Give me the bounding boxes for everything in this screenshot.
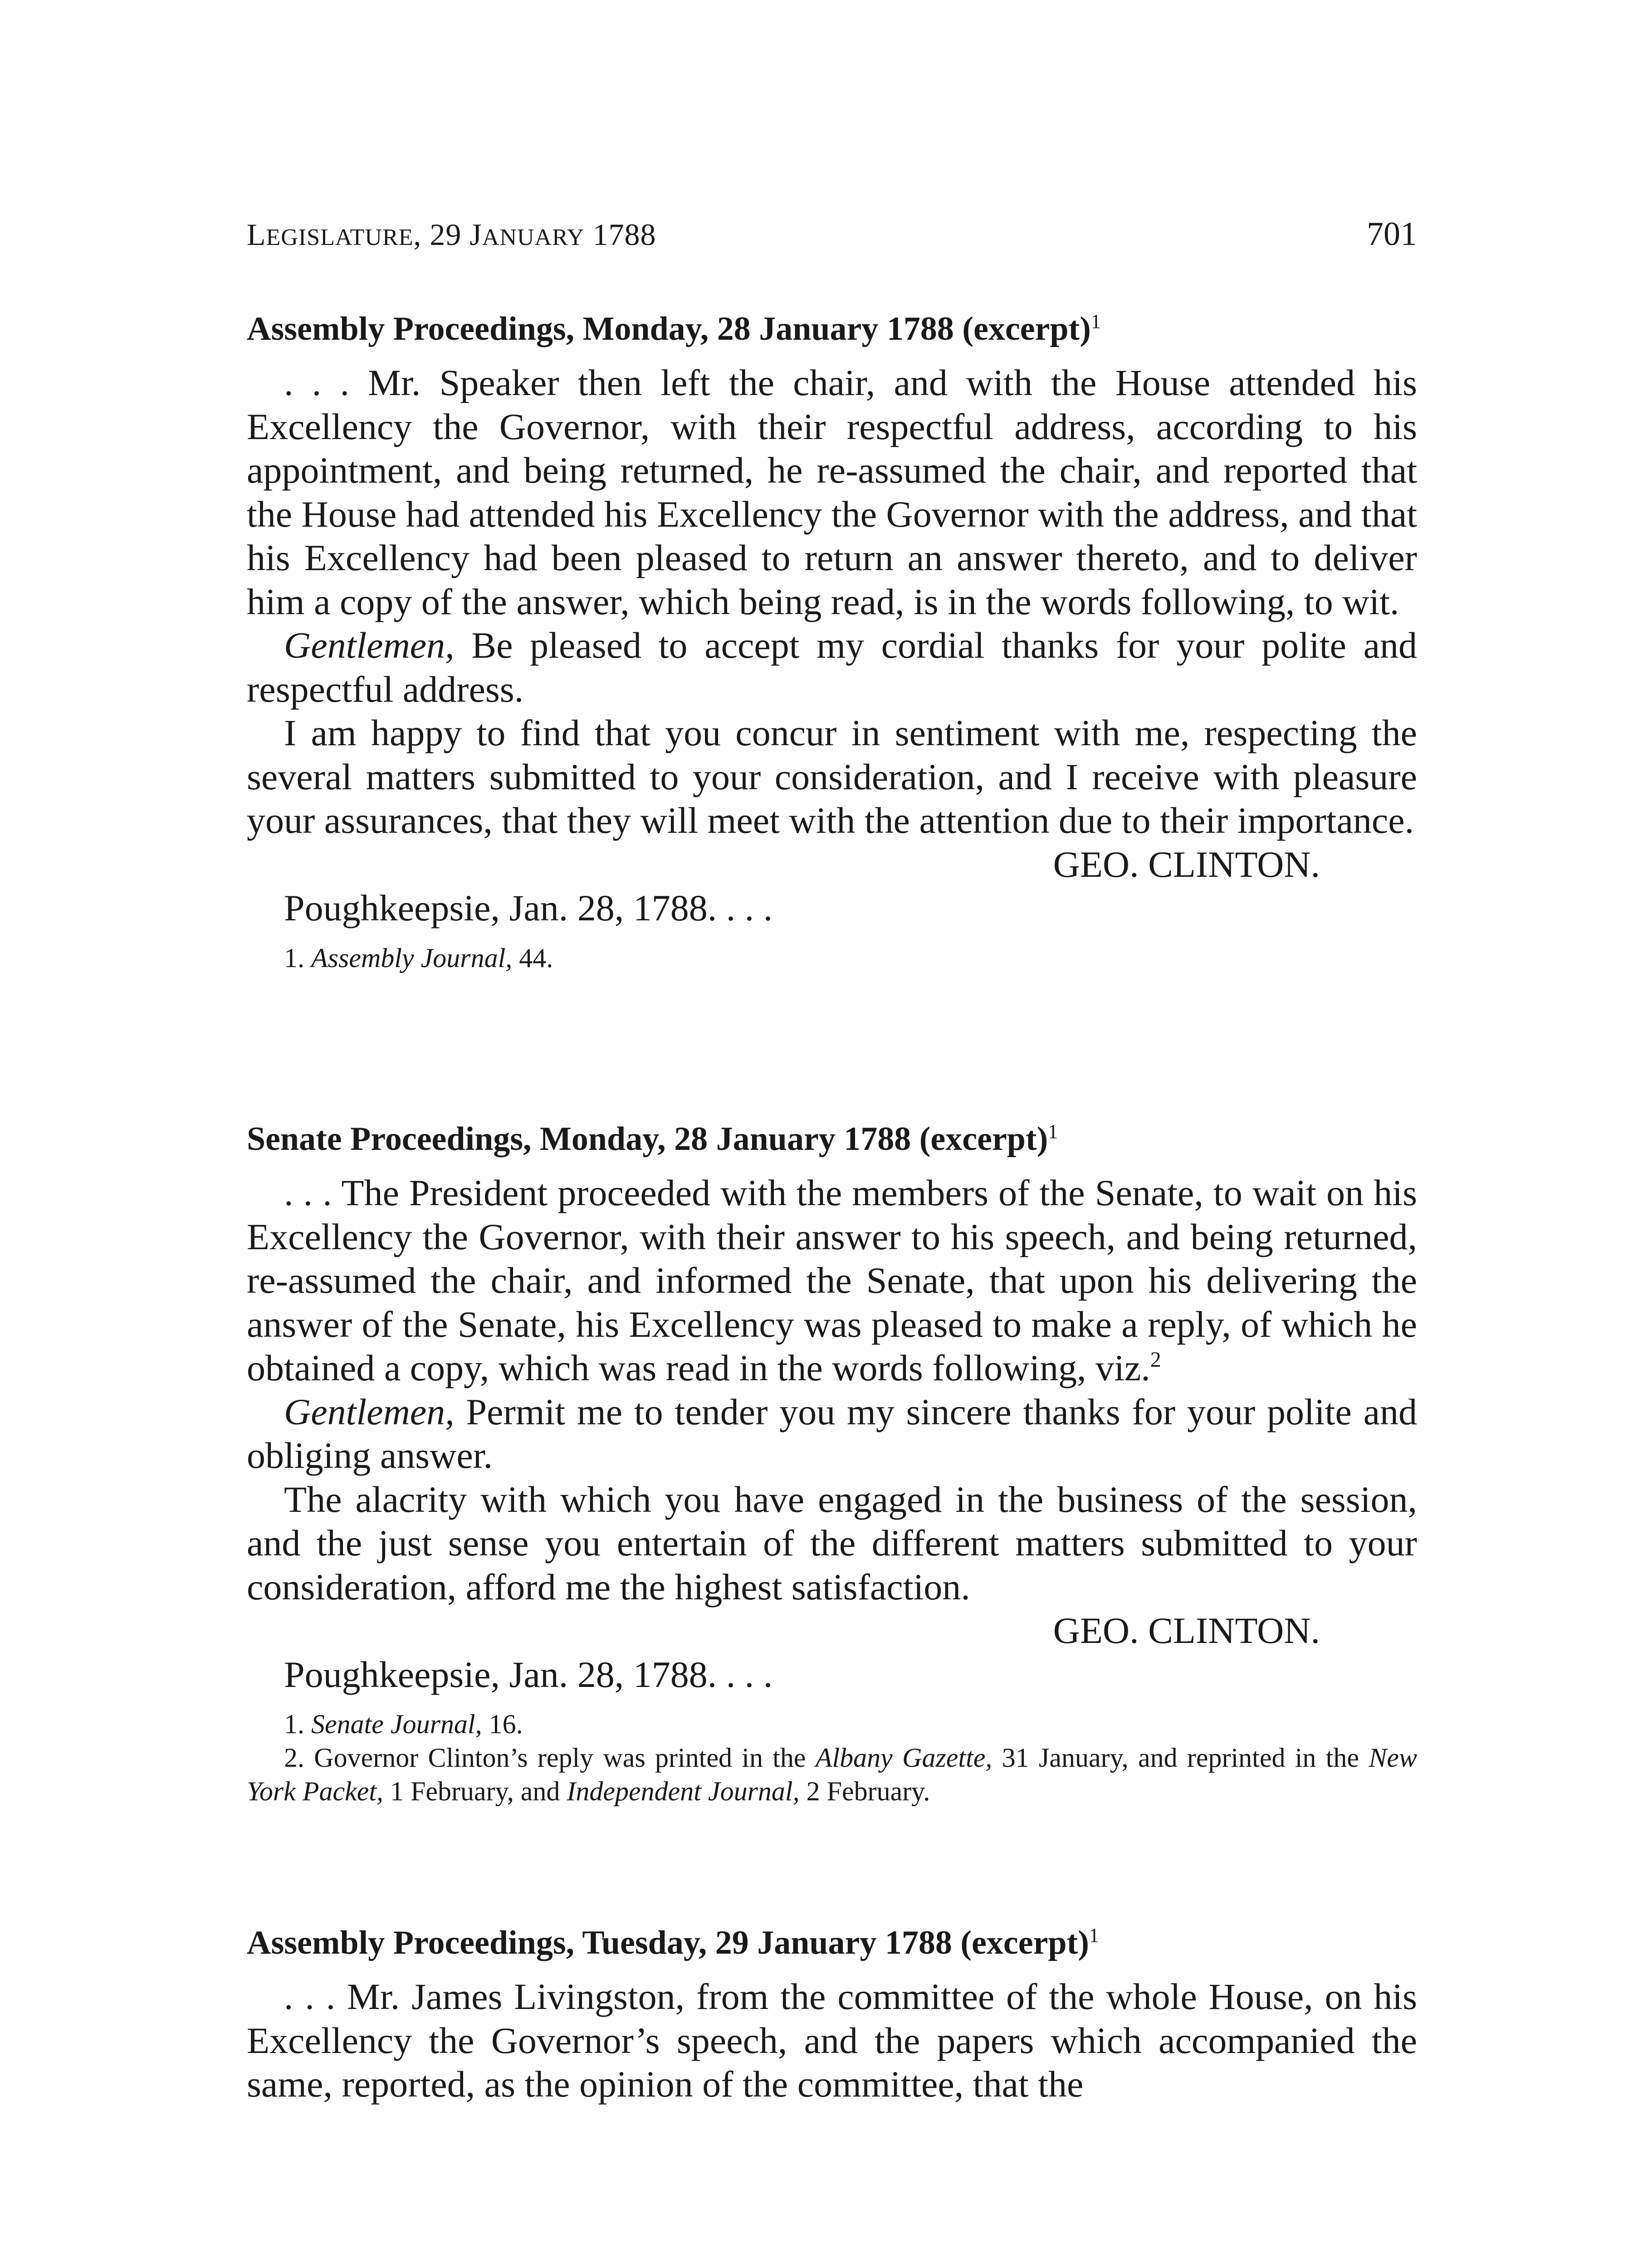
running-head-date-a: , 29 J xyxy=(413,217,482,252)
footnote-source: New York Packet, xyxy=(247,1743,1417,1806)
section-heading xyxy=(247,308,1417,349)
paragraph xyxy=(247,1390,1417,1478)
paragraph-text: Permit me to tender you my sincere thanks for your polite and obliging answer. xyxy=(247,1391,1417,1476)
section-heading xyxy=(247,1119,1417,1159)
section-heading xyxy=(247,1922,1417,1963)
footnotes xyxy=(247,941,1417,975)
footnote-marker: 2 xyxy=(1150,1348,1161,1372)
paragraph xyxy=(247,624,1417,711)
running-head-title xyxy=(247,217,656,253)
footnote xyxy=(247,1741,1417,1808)
paragraph-text: Be pleased to accept my cordial thanks for your polite and respectful address. xyxy=(247,625,1417,710)
signature: GEO. CLINTON. xyxy=(1053,843,1320,885)
footnote-text: 31 January, and reprinted in the xyxy=(992,1743,1369,1773)
footnote-source: Albany Gazette, xyxy=(815,1743,993,1773)
heading-text: Senate Proceedings, Monday, 28 January 1788 (excerpt) xyxy=(247,1120,1048,1158)
paragraph xyxy=(247,1171,1417,1390)
section-body xyxy=(247,1171,1417,1696)
footnote-number: 1. xyxy=(284,943,311,973)
paragraph-text: . . . The President proceeded with the members of the Senate, to wait on his Excellency the Governor, with their answer to his speech, and being returned, re-assumed the chair, and informed the Senate, that upon his delivering the answer of the Senate, his Excellency was pleased to make a reply, of which he obtained a copy, which was read in the words following, viz. xyxy=(247,1172,1417,1388)
heading-text: Assembly Proceedings, Monday, 28 January 1788 (excerpt) xyxy=(247,310,1091,347)
footnote xyxy=(247,941,1417,975)
paragraph: I am happy to find that you concur in sentiment with me, respecting the several matters submitted to your consideration, and I receive with pleasure your assurances, that they will meet with the attention due to their importance. xyxy=(247,712,1417,841)
section-body xyxy=(247,1975,1417,2107)
dateline: Poughkeepsie, Jan. 28, 1788. . . . xyxy=(284,1653,773,1695)
paragraph: . . . Mr. Speaker then left the chair, and with the House attended his Excellency the Governor, with their respectful address, according to his appointment, and being returned, he re-assumed the chair, and reported that the House had attended his Excellency the Governor with the address, and that his Excellency had been pleased to return an answer thereto, and to deliver him a copy of the answer, which being read, is in the words following, to wit. xyxy=(247,362,1417,622)
section-senate-jan-28 xyxy=(247,1119,1417,1808)
footnote-marker: 1 xyxy=(1048,1120,1058,1143)
footnote-marker: 1 xyxy=(1089,1924,1099,1946)
running-head xyxy=(247,217,1417,258)
salutation: Gentlemen, xyxy=(284,625,455,666)
signature: GEO. CLINTON. xyxy=(1053,1610,1320,1651)
section-assembly-jan-29 xyxy=(247,1922,1417,2107)
footnote-text: 1 February, and xyxy=(383,1776,567,1806)
footnotes xyxy=(247,1707,1417,1808)
footnote-number: 1. xyxy=(284,1709,311,1739)
footnote-text: 2 February. xyxy=(799,1776,930,1806)
paragraph: . . . Mr. James Livingston, from the committee of the whole House, on his Excellency the Governor’s speech, and the papers which accompanied the same, reported, as the opinion of the committee, that the xyxy=(247,1976,1417,2105)
footnote-text: 44. xyxy=(512,943,553,973)
section-body xyxy=(247,361,1417,930)
footnote-source: Senate Journal, xyxy=(311,1709,482,1739)
salutation: Gentlemen, xyxy=(284,1391,455,1432)
footnote-source: Independent Journal, xyxy=(567,1776,800,1806)
dateline: Poughkeepsie, Jan. 28, 1788. . . . xyxy=(284,887,773,929)
footnote-source: Assembly Journal, xyxy=(311,943,513,973)
footnote xyxy=(247,1707,1417,1741)
section-assembly-jan-28 xyxy=(247,308,1417,975)
running-head-initial: L xyxy=(247,217,266,252)
page-number: 701 xyxy=(1367,215,1417,253)
running-head-year: 1788 xyxy=(584,217,656,252)
running-head-smallcaps: EGISLATURE xyxy=(266,225,414,250)
footnote-text: 16. xyxy=(482,1709,523,1739)
paragraph: The alacrity with which you have engaged in the business of the session, and the just sense you entertain of the different matters submitted to your consideration, afford me the highest satisfaction. xyxy=(247,1478,1417,1608)
footnote-marker: 1 xyxy=(1090,310,1101,332)
heading-text: Assembly Proceedings, Tuesday, 29 January 1788 (excerpt) xyxy=(247,1924,1089,1961)
footnote-text: 2. Governor Clinton’s reply was printed in the xyxy=(284,1743,816,1773)
running-head-month: ANUARY xyxy=(482,225,585,250)
